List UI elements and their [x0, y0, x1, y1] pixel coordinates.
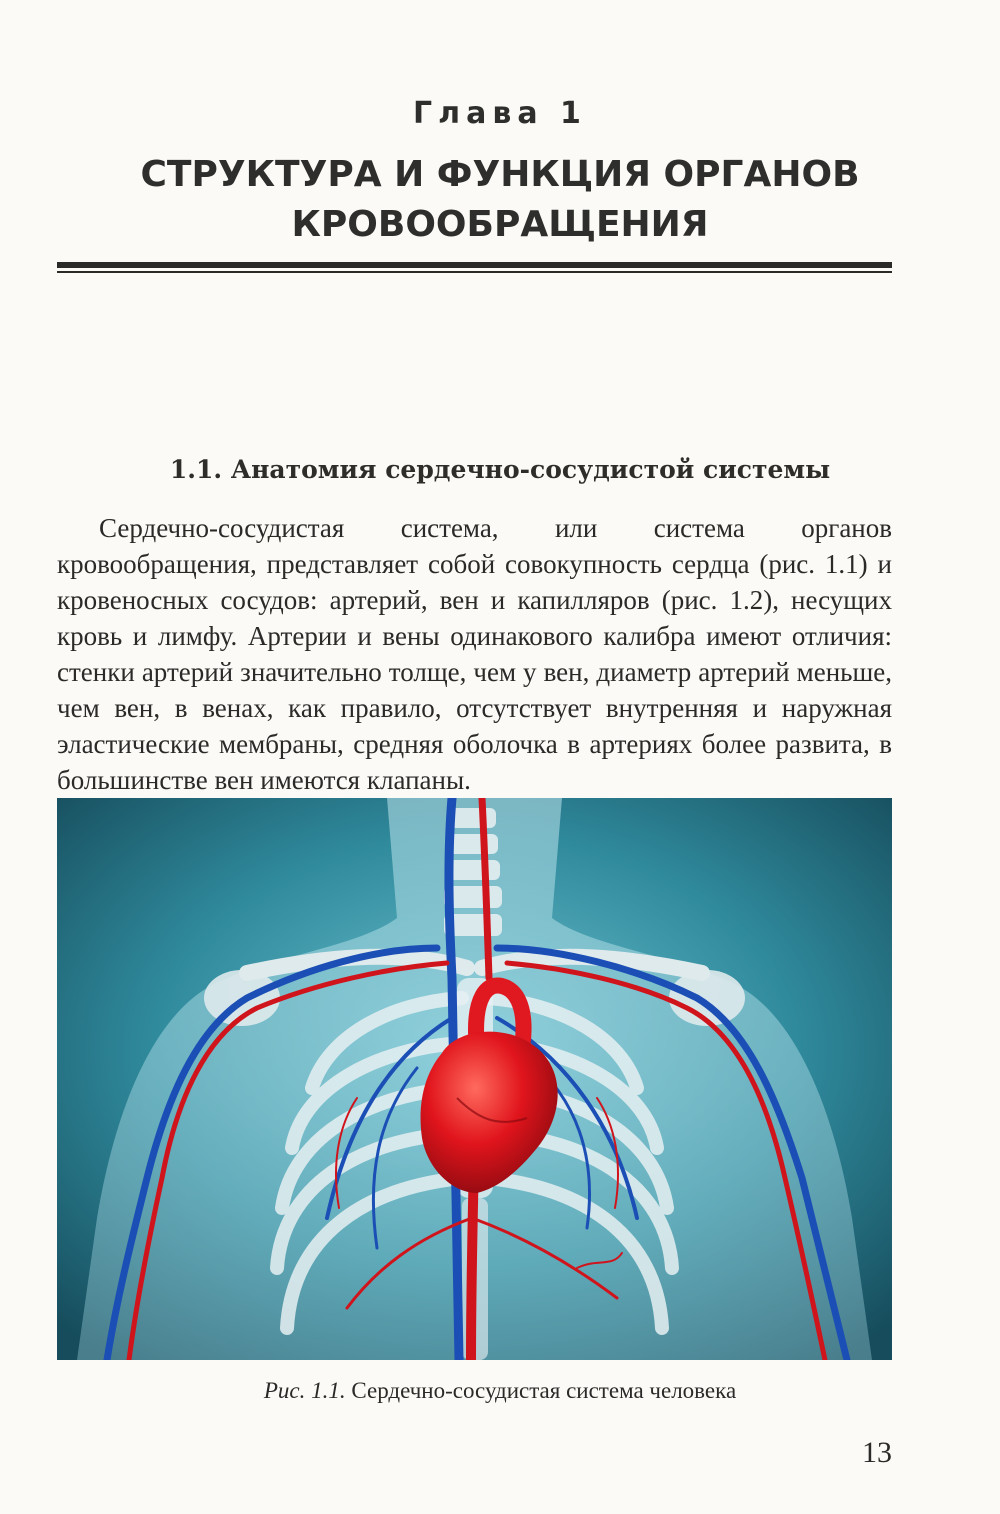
- body-paragraph: Сердечно-сосудистая система, или система органов кровообращения, представляет собой совокупность сердца (рис. 1.1) и кровеносных сосудов: артерий, вен и капилляров (рис. 1.2), несущих кровь и лимфу. Артерии и вены одинакового калибра имеют отличия: стенки артерий значительно толще, чем у вен, диаметр артерий меньше, чем вен, в венах, как правило, отсутствует внутренняя и наружная эластические мембраны, средняя оболочка в артериях более развита, в большинстве вен имеются клапаны.: [57, 513, 892, 795]
- chapter-rule-thin: [57, 271, 892, 273]
- chapter-rule-thick: [57, 262, 892, 268]
- chapter-label: Глава 1: [413, 96, 587, 131]
- figure-illustration: [57, 798, 892, 1360]
- caption-label: Рис. 1.1.: [263, 1378, 346, 1403]
- figure-caption: [0, 1378, 1000, 1404]
- figure-cardiovascular-system: [57, 798, 892, 1360]
- page-number: 13: [862, 1436, 892, 1469]
- section-heading: 1.1. Анатомия сердечно-сосудистой системы: [169, 455, 831, 484]
- caption-text: Сердечно-сосудистая система человека: [351, 1378, 737, 1403]
- chapter-title: СТРУКТУРА И ФУНКЦИЯ ОРГАНОВ КРОВООБРАЩЕНИЯ: [140, 154, 860, 245]
